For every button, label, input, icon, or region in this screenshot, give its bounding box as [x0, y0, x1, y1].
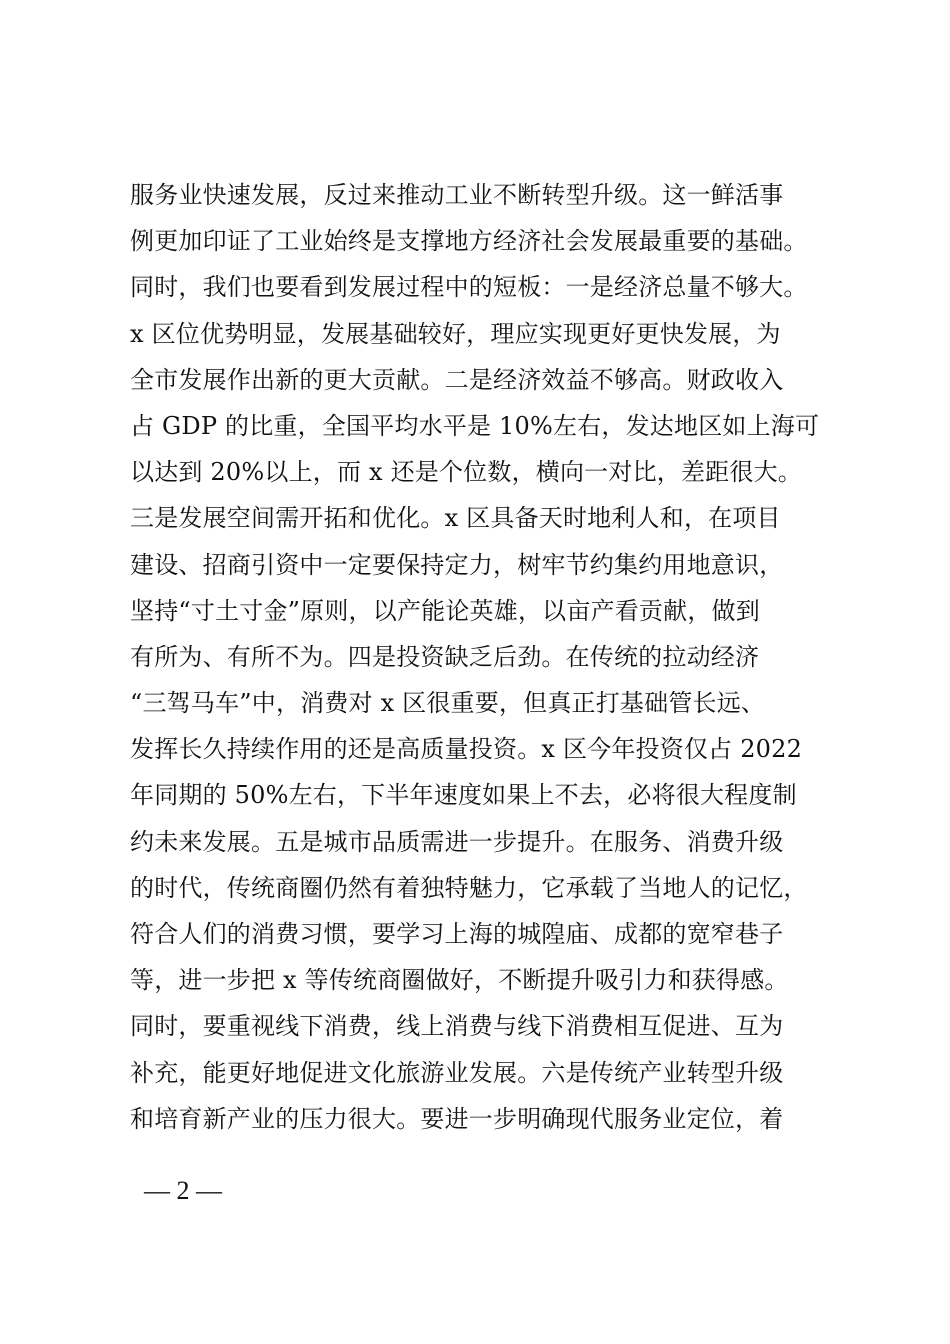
text-line-9: 建设、招商引资中一定要保持定力，树牢节约集约用地意识，: [130, 550, 784, 579]
text-line-21: 和培育新产业的压力很大。要进一步明确现代服务业定位，着: [130, 1104, 784, 1133]
text-line-15: 约未来发展。五是城市品质需进一步提升。在服务、消费升级: [130, 827, 784, 856]
text-line-10: 坚持“寸土寸金”原则，以产能论英雄，以亩产看贡献，做到: [130, 596, 760, 625]
page-number: — 2 —: [144, 1176, 222, 1205]
text-line-3: 同时，我们也要看到发展过程中的短板：一是经济总量不够大。: [130, 273, 808, 302]
text-line-14: 年同期的 50%左右，下半年速度如果上不去，必将很大程度制: [130, 781, 797, 810]
text-line-7: 以达到 20%以上，而 x 还是个位数，横向一对比，差距很大。: [130, 458, 802, 487]
text-line-8: 三是发展空间需开拓和优化。x 区具备天时地利人和，在项目: [130, 504, 781, 533]
text-line-6: 占 GDP 的比重，全国平均水平是 10%左右，发达地区如上海可: [130, 411, 820, 440]
text-line-11: 有所为、有所不为。四是投资缺乏后劲。在传统的拉动经济: [130, 642, 760, 671]
body-text: [130, 172, 830, 1142]
text-line-17: 符合人们的消费习惯，要学习上海的城隍庙、成都的宽窄巷子: [130, 920, 784, 948]
text-line-5: 全市发展作出新的更大贡献。二是经济效益不够高。财政收入: [130, 365, 784, 394]
text-line-2: 例更加印证了工业始终是支撑地方经济社会发展最重要的基础。: [130, 227, 808, 256]
text-line-18: 等，进一步把 x 等传统商圈做好，不断提升吸引力和获得感。: [130, 966, 789, 995]
text-line-4: x 区位优势明显，发展基础较好，理应实现更好更快发展，为: [130, 319, 781, 348]
text-line-13: 发挥长久持续作用的还是高质量投资。x 区今年投资仅占 2022: [130, 735, 803, 764]
text-line-19: 同时，要重视线下消费，线上消费与线下消费相互促进、互为: [130, 1012, 784, 1041]
text-line-16: 的时代，传统商圈仍然有着独特魅力，它承载了当地人的记忆，: [130, 873, 808, 902]
text-line-12: “三驾马车”中，消费对 x 区很重要，但真正打基础管长远、: [130, 689, 766, 718]
text-line-20: 补充，能更好地促进文化旅游业发展。六是传统产业转型升级: [130, 1058, 784, 1087]
text-line-1: 服务业快速发展，反过来推动工业不断转型升级。这一鲜活事: [130, 181, 784, 209]
